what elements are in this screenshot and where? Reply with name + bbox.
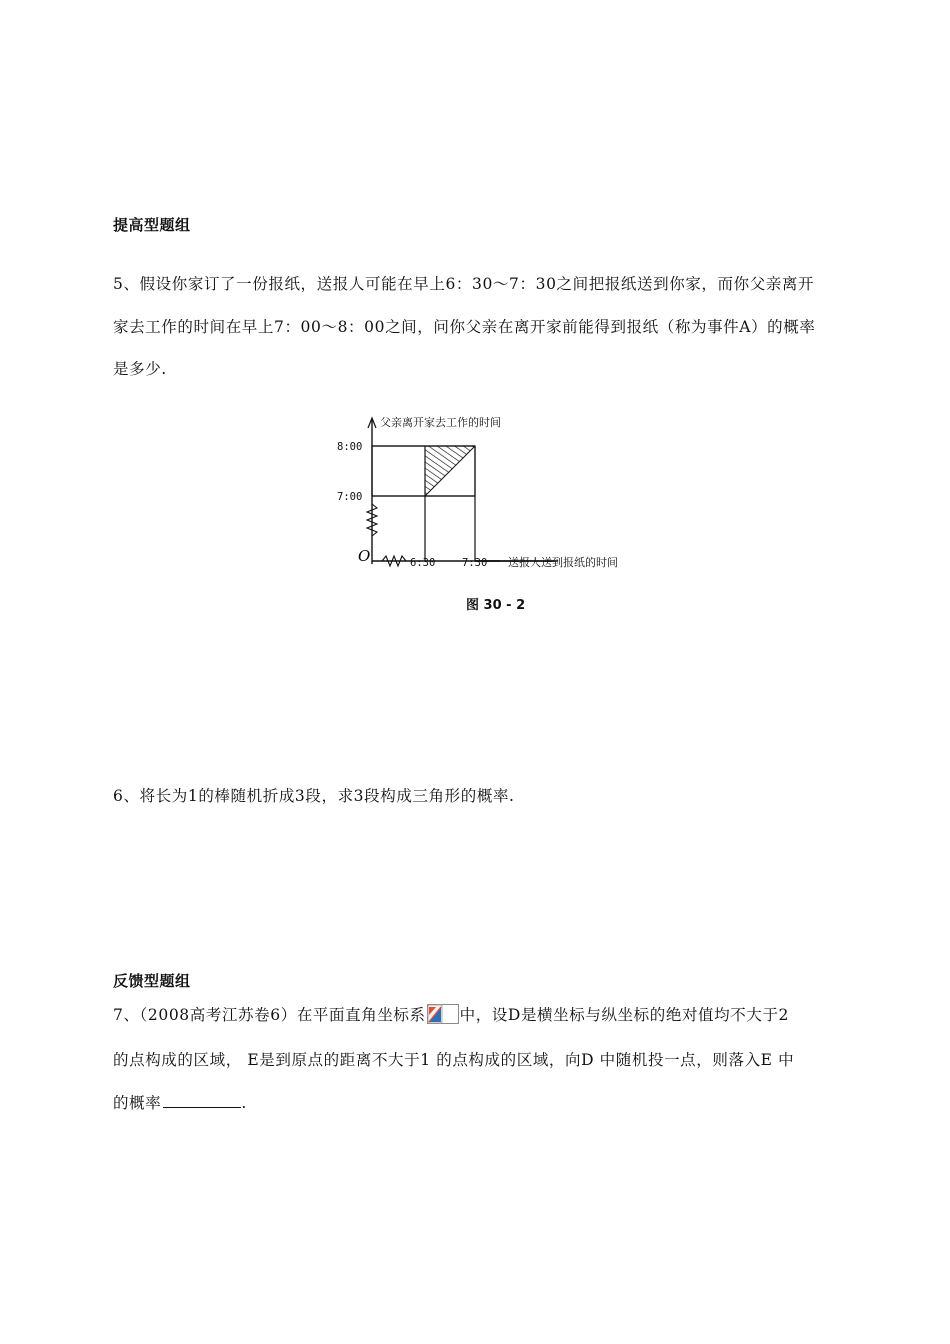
y-tick-7-00: 7:00: [337, 491, 363, 503]
x-tick-6-30: 6:30: [410, 557, 436, 569]
q7-line-3-text: 的概率: [113, 1094, 162, 1112]
q5-line-1: 5、假设你家订了一份报纸，送报人可能在早上6：30～7：30之间把报纸送到你家，而你父亲离开: [113, 275, 815, 293]
q7-line-3: [113, 1091, 247, 1113]
q7-line-1: [113, 1003, 789, 1025]
q7-line-1-end: 中，设D是横坐标与纵坐标的绝对值均不大于2: [459, 1006, 790, 1024]
origin-label: O: [358, 547, 371, 565]
q5-line-2: 家去工作的时间在早上7：00～8：00之间，问你父亲在离开家前能得到报纸（称为事件A）的概率: [113, 318, 816, 336]
coordinate-system-image-icon: [427, 1004, 459, 1024]
answer-blank[interactable]: [163, 1093, 241, 1108]
figure-caption: 图 30 - 2: [466, 598, 526, 613]
q6-text: 6、将长为1的棒随机折成3段，求3段构成三角形的概率.: [113, 787, 515, 805]
section-heading-feedback: 反馈型题组: [113, 972, 191, 990]
q7-line-2: 的点构成的区域， E是到原点的距离不大于1 的点构成的区域，向D 中随机投一点，则落入E 中: [113, 1051, 795, 1069]
x-tick-7-30: 7:30: [462, 557, 488, 569]
time-square-figure: [330, 408, 660, 578]
x-axis-label: 送报人送到报纸的时间: [508, 556, 618, 569]
q5-line-3: 是多少.: [113, 360, 167, 378]
q7-line-1-start: 7、（2008高考江苏卷6）在平面直角坐标系: [113, 1006, 426, 1024]
y-axis-label: 父亲离开家去工作的时间: [380, 416, 501, 429]
q7-line-3-period: .: [241, 1094, 247, 1112]
y-tick-8-00: 8:00: [337, 441, 363, 453]
section-heading-improvement: 提高型题组: [113, 216, 191, 234]
